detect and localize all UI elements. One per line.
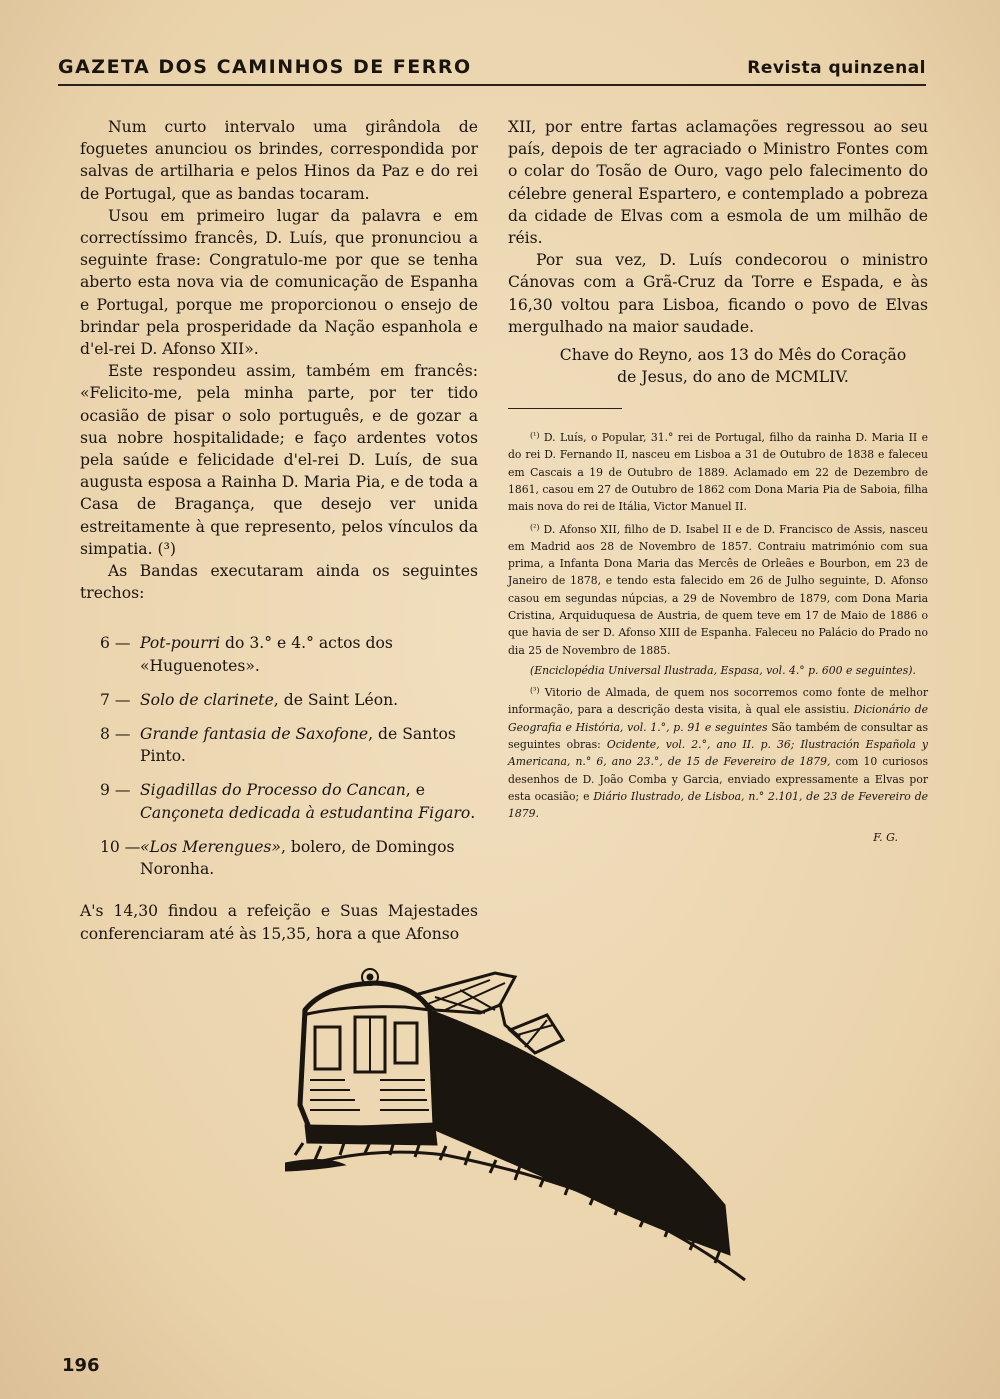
paragraph: Usou em primeiro lugar da palavra e em correctíssimo francês, D. Luís, que pronunciou a seguinte frase: Congratulo-me por que se tenha aberto esta nova via de comunicação de Espanha e Portugal, porque me proporcionou o ensejo de brindar pela prosperidade da Nação espanhola e d'el-rei D. Afonso XII». — [80, 206, 478, 359]
item-number: 9 — — [100, 781, 131, 800]
item-text: . — [470, 803, 476, 822]
item-title: «Los Merengues» — [140, 837, 281, 856]
footnote-text: São também de consultar as seguintes obras: — [508, 720, 928, 752]
list-item — [80, 689, 478, 711]
journal-subtitle: Revista quinzenal — [747, 58, 926, 78]
footnote — [508, 682, 928, 822]
page-header — [58, 54, 926, 86]
paragraph: Por sua vez, D. Luís condecorou o ministro Cánovas com a Grã-Cruz da Torre e Espada, e às 16,30 voltou para Lisboa, ficando o povo de Elvas mergulhado na maior saudade. — [508, 251, 928, 336]
paragraph: A's 14,30 findou a refeição e Suas Majestades conferenciaram até às 15,35, hora a que Afonso — [80, 902, 478, 943]
paragraph: Num curto intervalo uma girândola de foguetes anunciou os brindes, correspondida por salvas de artilharia e pelos Hinos da Paz e do rei de Portugal, que as bandas tocaram. — [80, 118, 478, 203]
left-column — [80, 116, 478, 945]
footnote-text: com 10 curiosos desenhos de D. João Comba y Garcia, enviado expressamente a Elvas por esta ocasião; e — [508, 755, 928, 803]
item-title: Pot-pourri — [140, 634, 221, 653]
item-title: Sigadillas do Processo do Cancan — [140, 781, 406, 800]
footnote-text: Diário Ilustrado, de Lisboa, n.° 2.101, de 23 de Fevereiro de 1879. — [508, 789, 928, 821]
list-item — [80, 779, 478, 823]
item-title: Grande fantasia de Saxofone — [140, 725, 369, 744]
footnote-text: Vitorio de Almada, de quem nos socorremos como fonte de melhor informação, para a descrição desta visita, à qual ele assistiu. — [508, 686, 928, 717]
footnote-mark: (¹) — [530, 431, 540, 441]
footnote-separator — [508, 408, 622, 409]
footnote — [508, 427, 928, 515]
footnote-text: Ocidente, vol. 2.°, ano II. p. 36; Ilustración Española y Americana, n.° 6, ano 23.°, de 15 de Fevereiro de 1879, — [508, 738, 928, 769]
item-number: 6 — — [100, 634, 131, 653]
page-number: 196 — [62, 1355, 100, 1376]
item-text: , de Saint Léon. — [273, 690, 399, 709]
item-title: Cançoneta dedicada à estudantina Figaro — [140, 803, 471, 822]
item-number: 8 — — [100, 725, 131, 744]
footnotes — [508, 427, 928, 846]
footnote-text: Dicionário de Geografia e História, vol. 1.°, p. 91 e seguintes — [508, 703, 928, 734]
dateline-line: Chave do Reyno, aos 13 do Mês do Coração — [559, 346, 907, 365]
item-text: do 3.° e 4.° actos dos «Huguenotes». — [140, 634, 393, 675]
item-text: , bolero, de Domingos Noronha. — [140, 837, 455, 879]
footnote — [508, 519, 928, 659]
footnote-source-text: (Enciclopédia Universal Ilustrada, Espasa, vol. 4.° p. 600 e seguintes). — [530, 663, 916, 677]
journal-title: GAZETA DOS CAMINHOS DE FERRO — [58, 56, 472, 78]
dateline — [508, 344, 928, 388]
paragraph: XII, por entre fartas aclamações regressou ao seu país, depois de ter agraciado o Ministro Fontes com o colar do Tosão de Ouro, vago pelo falecimento do célebre general Espartero, e contemplado a pobreza da cidade de Elvas com a esmola de um milhão de réis. — [508, 118, 928, 248]
footnote-mark: (³) — [530, 686, 540, 696]
train-illustration — [285, 955, 765, 1285]
right-column — [508, 116, 928, 846]
program-list — [80, 632, 478, 880]
item-number: 7 — — [100, 690, 131, 709]
dateline-line: de Jesus, do ano de MCMLIV. — [617, 368, 849, 387]
footnote-source — [508, 662, 928, 679]
item-text: , e — [405, 781, 425, 800]
item-title: Solo de clarinete — [140, 690, 274, 709]
footnote-text: D. Afonso XII, filho de D. Isabel II e de D. Francisco de Assis, nasceu em Madrid aos 28 de Novembro de 1857. Contraiu matrimónio com sua prima, a Infanta Dona Maria das Mercês de Orleães e Bourbon, em 23 de Janeiro de 1878, e tendo esta falecido em 26 de Julho seguinte, D. Afonso casou em segundas núpcias, a 29 de Novembro de 1879, com Dona Maria Cristina, Arquiduquesa de Austria, de quem teve em 17 de Maio de 1886 o que havia de ser D. Afonso XIII de Espanha. Faleceu no Palácio do Prado no dia 25 de Novembro de 1885. — [508, 522, 928, 657]
item-text: , de Santos Pinto. — [140, 725, 456, 766]
author-initials: F. G. — [873, 830, 898, 844]
list-item — [80, 632, 478, 676]
footnote-mark: (²) — [530, 522, 540, 532]
paragraph: As Bandas executaram ainda os seguintes trechos: — [80, 562, 478, 603]
item-number: 10 — — [100, 837, 141, 856]
paragraph: Este respondeu assim, também em francês: «Felicito-me, pela minha parte, por ter tido ocasião de pisar o solo português, e de gozar a sua nobre hospitalidade; e faço ardentes votos pela saúde e felicidade d'el-rei D. Luís, de sua augusta esposa a Rainha D. Maria Pia, e de toda a Casa de Bragança, que desejo ver unida estreitamente à que represento, pelos vínculos da simpatia. (³) — [80, 362, 478, 558]
footnote-text: D. Luís, o Popular, 31.° rei de Portugal, filho da rainha D. Maria II e do rei D. Fernando II, nasceu em Lisboa a 31 de Outubro de 1838 e faleceu em Cascais a 19 de Outubro de 1889. Aclamado em 22 de Dezembro de 1861, casou em 27 de Outubro de 1862 com Dona Maria Pia de Saboia, filha mais nova do rei de Itália, Victor Manuel II. — [508, 431, 928, 514]
list-item — [80, 723, 478, 767]
list-item — [80, 836, 478, 880]
